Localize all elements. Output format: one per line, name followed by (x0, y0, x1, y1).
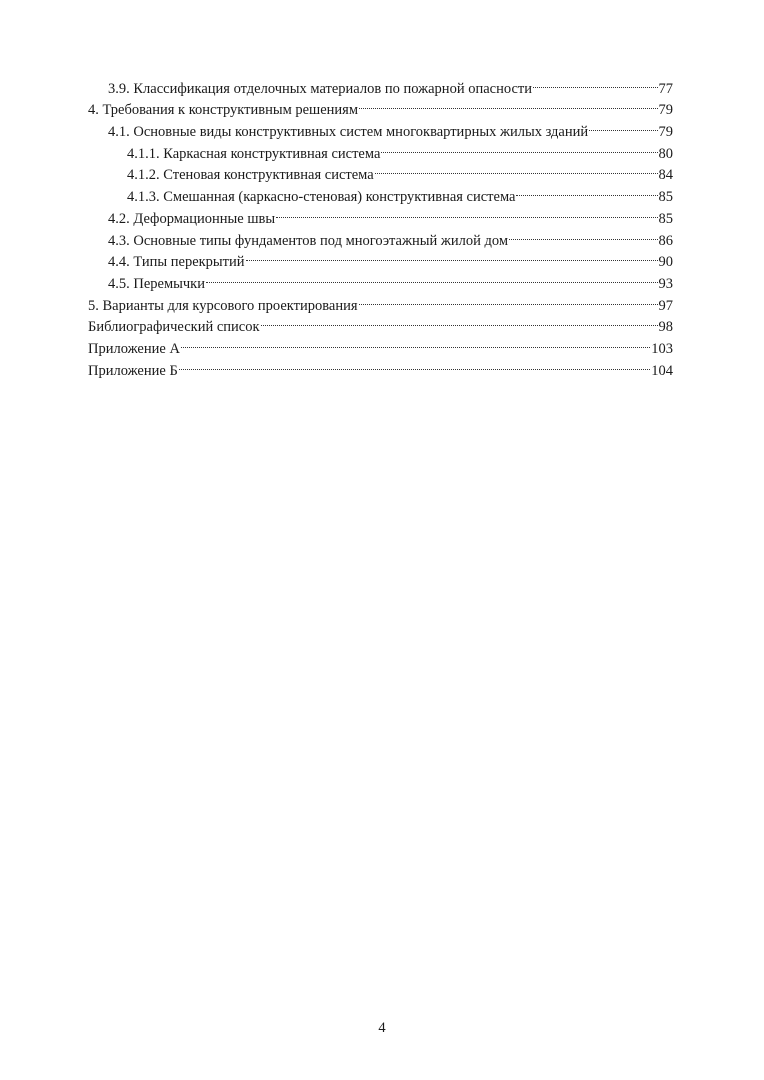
toc-dot-leader (261, 310, 658, 332)
toc-entry-title: 4.1. Основные виды конструктивных систем многоквартирных жилых зданий (108, 124, 589, 141)
toc-entry-page: 85 (658, 189, 673, 206)
toc-entry-page: 98 (658, 319, 673, 336)
toc-entry-page: 79 (658, 124, 673, 141)
page-number: 4 (378, 1020, 386, 1036)
toc-dot-leader (206, 266, 658, 288)
toc-dot-leader (276, 201, 657, 223)
toc-entry-page: 77 (658, 80, 673, 97)
toc-entry-title: 4. Требования к конструктивным решениям (88, 102, 359, 119)
toc-dot-leader (359, 288, 658, 310)
toc-dot-leader (533, 71, 658, 93)
toc-entry-page: 80 (658, 145, 673, 162)
toc-dot-leader (246, 245, 658, 267)
toc-dot-leader (589, 114, 657, 136)
toc-entry-page: 97 (658, 297, 673, 314)
toc-entry-page: 86 (658, 232, 673, 249)
toc-entry-page: 90 (658, 254, 673, 271)
toc-dot-leader (359, 93, 657, 115)
toc-entry-title: 4.3. Основные типы фундаментов под многоэтажный жилой дом (108, 232, 509, 249)
toc-dot-leader (516, 179, 657, 201)
toc-entry-title: 4.1.2. Стеновая конструктивная система (127, 167, 374, 184)
toc-entry-title: 4.1.1. Каркасная конструктивная система (127, 145, 381, 162)
toc-entry-page: 93 (658, 275, 673, 292)
toc-dot-leader (381, 136, 657, 158)
toc-entry-title: 4.2. Деформационные швы (108, 210, 276, 227)
toc-entry-title: Приложение А (88, 340, 180, 357)
toc-entry-title: 3.9. Классификация отделочных материалов по пожарной опасности (108, 80, 532, 97)
toc-entry-title: 4.1.3. Смешанная (каркасно-стеновая) конструктивная система (127, 189, 516, 206)
toc-entry-page: 103 (651, 340, 673, 357)
toc-entry-title: Библиографический список (88, 319, 260, 336)
toc-dot-leader (509, 223, 657, 245)
toc-entry (88, 71, 673, 97)
toc-entry-page: 104 (651, 362, 673, 379)
toc-entry-title: 4.5. Перемычки (108, 275, 205, 292)
table-of-contents (88, 71, 673, 379)
toc-entry-page: 85 (658, 210, 673, 227)
toc-dot-leader (179, 353, 650, 375)
toc-entry-page: 79 (658, 102, 673, 119)
toc-entry-page: 84 (658, 167, 673, 184)
toc-dot-leader (181, 331, 650, 353)
toc-entry-title: 5. Варианты для курсового проектирования (88, 297, 358, 314)
toc-entry-title: Приложение Б (88, 362, 178, 379)
toc-dot-leader (375, 158, 658, 180)
toc-entry-title: 4.4. Типы перекрытий (108, 254, 245, 271)
